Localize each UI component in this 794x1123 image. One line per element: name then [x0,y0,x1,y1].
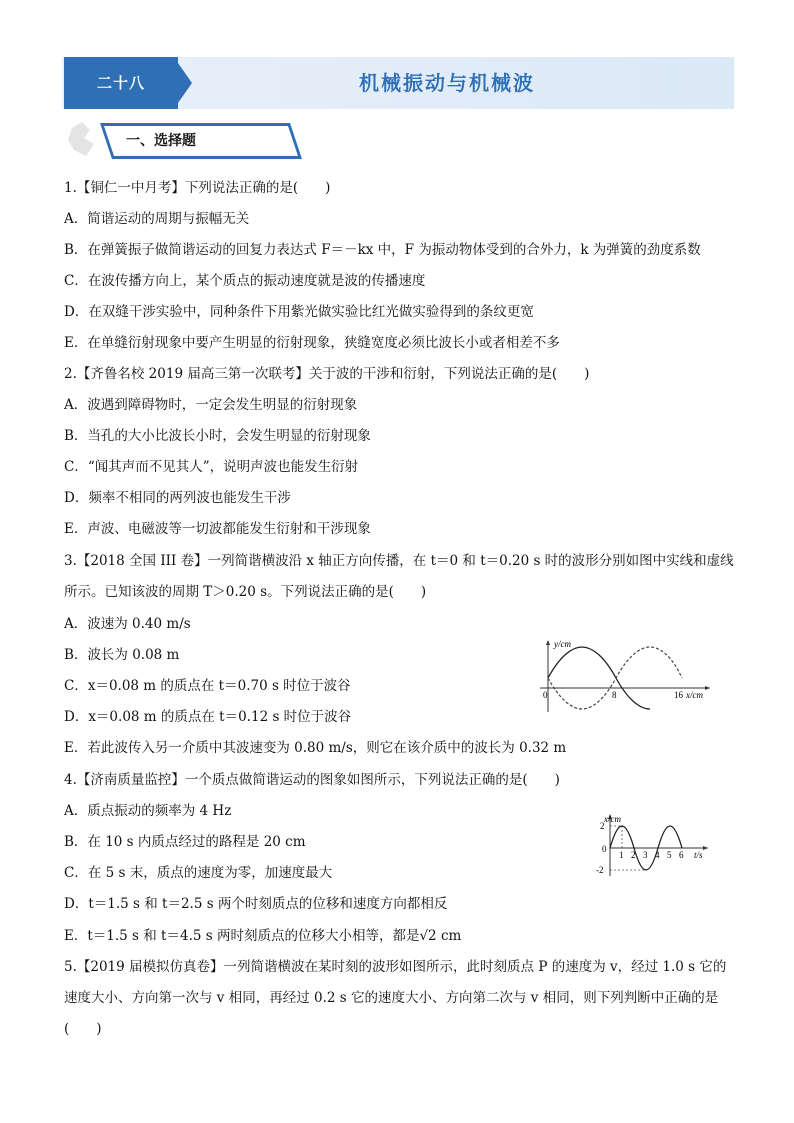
q3-option-b: B．波长为 0.08 m [64,647,180,663]
q1-option-d: D．在双缝干涉实验中，同种条件下用紫光做实验比红光做实验得到的条纹更宽 [64,304,534,320]
q5-stem-line3: ( ) [64,1021,102,1037]
t-axis-label: t/s [694,850,703,860]
q3-option-e: E．若此波传入另一介质中其波速变为 0.80 m/s，则它在该介质中的波长为 0.32 m [64,740,567,756]
wave-figure [536,636,716,716]
chapter-title: 机械振动与机械波 [359,71,535,95]
q2-option-a: A．波遇到障碍物时，一定会发生明显的衍射现象 [64,397,358,413]
q1-stem: 1.【铜仁一中月考】下列说法正确的是( ) [64,180,331,196]
x-axis-arrow [705,686,710,690]
q4-option-a: A．质点振动的频率为 4 Hz [64,803,232,819]
q3-option-a: A．波速为 0.40 m/s [64,616,191,632]
q4-option-d: D．t＝1.5 s 和 t＝2.5 s 两个时刻质点的位移和速度方向都相反 [64,896,448,912]
chapter-header [62,57,734,109]
q4-option-c: C．在 5 s 末，质点的速度为零，加速度最大 [64,865,333,881]
section-banner [64,120,304,162]
q2-option-b: B．当孔的大小比波长小时，会发生明显的衍射现象 [64,428,371,444]
tick-8: 8 [612,690,617,700]
q2-option-d: D．频率不相同的两列波也能发生干涉 [64,490,291,506]
q1-option-e: E．在单缝衍射现象中要产生明显的衍射现象，狭缝宽度必须比波长小或者相差不多 [64,335,560,351]
t-tick-5: 5 [667,850,672,860]
t-tick-2: 2 [631,850,636,860]
q3-stem-line2: 所示。已知该波的周期 T＞0.20 s。下列说法正确的是( ) [64,584,427,600]
q4-option-b: B．在 10 s 内质点经过的路程是 20 cm [64,834,306,850]
t-tick-3: 3 [643,850,648,860]
q3-option-c: C．x＝0.08 m 的质点在 t＝0.70 s 时位于波谷 [64,678,351,694]
x-axis-label: x/cm [686,690,703,700]
q2-option-c: C．“闻其声而不见其人”，说明声波也能发生衍射 [64,459,359,475]
q2-option-e: E．声波、电磁波等一切波都能发生衍射和干涉现象 [64,521,371,537]
section-title: 一、选择题 [126,133,196,149]
tick-16: 16 [674,690,683,700]
t-tick-1: 1 [619,850,624,860]
q4-option-e: E．t＝1.5 s 和 t＝4.5 s 两时刻质点的位移大小相等，都是√2 cm [64,928,462,944]
q1-option-c: C．在波传播方向上，某个质点的振动速度就是波的传播速度 [64,273,426,289]
t-tick-4: 4 [655,850,660,860]
q4-stem: 4.【济南质量监控】一个质点做简谐运动的图象如图所示，下列说法正确的是( ) [64,772,560,788]
q3-option-d: D．x＝0.08 m 的质点在 t＝0.12 s 时位于波谷 [64,709,352,725]
t-axis-arrow [703,846,708,850]
y-tick-neg2: -2 [596,865,604,875]
origin-label: 0 [602,844,607,854]
q3-stem-line1: 3.【2018 全国 III 卷】一列简谐横波沿 x 轴正方向传播，在 t＝0 和 t＝0.20 s 时的波形分别如图中实线和虚线 [64,553,734,569]
y-tick-2: 2 [600,821,605,831]
oscillation-figure [594,812,724,878]
origin-label: 0 [543,690,548,700]
q1-option-a: A．简谐运动的周期与振幅无关 [64,211,250,227]
chapter-number: 二十八 [96,74,145,92]
q5-stem-line1: 5.【2019 届模拟仿真卷】一列简谐横波在某时刻的波形如图所示，此时刻质点 P 的速度为 v，经过 1.0 s 它的 [64,959,727,975]
x-axis-label: x/cm [604,814,621,824]
q5-stem-line2: 速度大小、方向第一次与 v 相同，再经过 0.2 s 它的速度大小、方向第二次与 v 相同，则下列判断中正确的是 [64,990,719,1006]
t-tick-6: 6 [679,850,684,860]
y-axis-label: y/cm [554,639,571,649]
q2-stem: 2.【齐鲁名校 2019 届高三第一次联考】关于波的干涉和衍射，下列说法正确的是( ) [64,366,590,382]
y-axis-arrow [546,640,550,645]
q1-option-b: B．在弹簧振子做简谐运动的回复力表达式 F＝－kx 中，F 为振动物体受到的合外力，k 为弹簧的劲度系数 [64,242,701,258]
